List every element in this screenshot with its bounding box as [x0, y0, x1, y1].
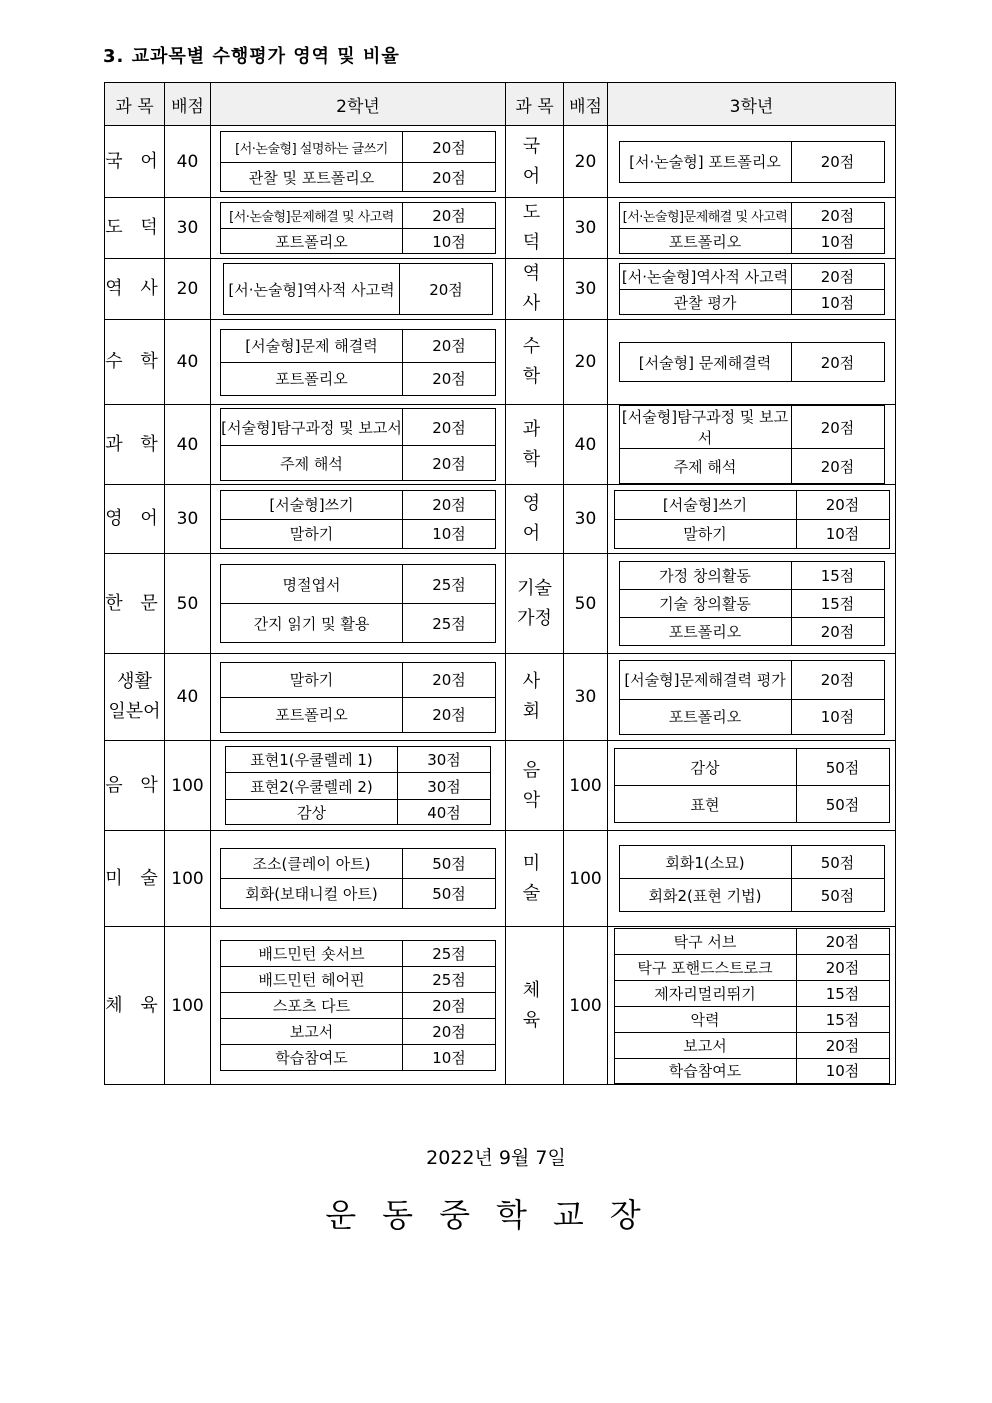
school-principal: 운동중학교장 — [325, 1196, 667, 1234]
item-name: 배드민턴 숏서브 — [221, 941, 403, 967]
item-points: 50점 — [403, 879, 496, 909]
item-points: 20점 — [403, 163, 496, 192]
subject-row — [105, 741, 896, 831]
grade3-items — [608, 126, 896, 198]
item-row — [619, 290, 884, 315]
items-subtable — [619, 141, 885, 183]
item-points: 20점 — [791, 449, 884, 484]
item-row — [614, 786, 889, 823]
item-name: [서·논술형]역사적 사고력 — [619, 264, 791, 290]
items-subtable — [220, 564, 496, 643]
items-subtable — [220, 940, 496, 1071]
subject-points: 100 — [165, 927, 211, 1085]
items-subtable — [220, 131, 496, 192]
item-name: 주제 해석 — [619, 449, 791, 484]
item-points: 10점 — [791, 699, 884, 734]
items-subtable — [619, 405, 885, 484]
subject-row — [105, 405, 896, 485]
item-points: 20점 — [791, 141, 884, 182]
item-name: 주제 해석 — [221, 446, 403, 481]
item-points: 20점 — [791, 264, 884, 290]
items-subtable — [220, 848, 496, 909]
subject-row — [105, 654, 896, 741]
subject-points: 30 — [564, 485, 608, 554]
items-subtable — [614, 490, 890, 549]
subject-row — [105, 320, 896, 405]
item-name: 회화2(표현 기법) — [619, 879, 791, 912]
header-points-2: 배점 — [165, 83, 211, 126]
item-name: 제자리멀리뛰기 — [614, 980, 796, 1006]
subject-name: 도 덕 — [506, 198, 564, 259]
section-heading: 3. 교과목별 수행평가 영역 및 비율 — [103, 46, 400, 67]
items-subtable — [220, 490, 496, 549]
subject-points: 100 — [165, 741, 211, 831]
item-name: [서·논술형]역사적 사고력 — [224, 264, 400, 315]
item-points: 20점 — [403, 1019, 496, 1045]
item-points: 25점 — [403, 565, 496, 604]
subject-row — [105, 554, 896, 654]
grade3-items — [608, 554, 896, 654]
item-points: 30점 — [398, 773, 491, 800]
subject-name: 과 학 — [506, 405, 564, 485]
item-name: 관찰 및 포트폴리오 — [221, 163, 403, 192]
item-row — [619, 343, 884, 382]
item-row — [221, 879, 496, 909]
header-subject-3: 과 목 — [506, 83, 564, 126]
subject-points: 40 — [165, 405, 211, 485]
item-points: 20점 — [791, 406, 884, 449]
subject-points: 30 — [165, 485, 211, 554]
header-subject-2: 과 목 — [105, 83, 165, 126]
item-points: 20점 — [403, 132, 496, 163]
items-subtable — [223, 263, 493, 315]
item-row — [221, 1045, 496, 1071]
grade3-items — [608, 927, 896, 1085]
items-subtable — [220, 662, 496, 733]
item-points: 25점 — [403, 941, 496, 967]
item-points: 20점 — [403, 362, 496, 395]
item-name: 학습참여도 — [614, 1058, 796, 1083]
subject-points: 20 — [564, 320, 608, 405]
subject-points: 100 — [165, 831, 211, 927]
item-name: 포트폴리오 — [619, 699, 791, 734]
item-row — [614, 1006, 889, 1032]
subject-row — [105, 927, 896, 1085]
grade2-items — [211, 405, 506, 485]
subject-name: 영 어 — [105, 485, 165, 554]
item-row — [619, 406, 884, 449]
item-row — [226, 800, 491, 825]
subject-points: 40 — [165, 654, 211, 741]
item-row — [619, 590, 884, 618]
item-name: [서·논술형] 설명하는 글쓰기 — [221, 132, 403, 163]
grade3-items — [608, 320, 896, 405]
item-name: [서술형]문제해결력 평가 — [619, 660, 791, 699]
item-points: 20점 — [791, 203, 884, 229]
grade3-items — [608, 405, 896, 485]
item-points: 10점 — [796, 519, 889, 548]
subject-name: 수 학 — [506, 320, 564, 405]
item-name: 감상 — [226, 800, 398, 825]
item-name: 악력 — [614, 1006, 796, 1032]
item-name: 보고서 — [614, 1032, 796, 1058]
grade3-items — [608, 654, 896, 741]
subject-points: 30 — [165, 198, 211, 259]
subject-points: 40 — [165, 126, 211, 198]
grade3-items — [608, 831, 896, 927]
item-name: 포트폴리오 — [221, 362, 403, 395]
item-points: 50점 — [791, 846, 884, 879]
items-subtable — [619, 660, 885, 735]
item-points: 15점 — [796, 980, 889, 1006]
subject-name: 도 덕 — [105, 198, 165, 259]
item-points: 10점 — [403, 1045, 496, 1071]
subject-row — [105, 198, 896, 259]
item-name: 말하기 — [221, 662, 403, 697]
item-points: 10점 — [403, 229, 496, 254]
subject-name: 생활 일본어 — [105, 654, 165, 741]
item-points: 30점 — [398, 747, 491, 773]
item-points: 10점 — [791, 290, 884, 315]
item-row — [221, 1019, 496, 1045]
item-name: 표현2(우쿨렐레 2) — [226, 773, 398, 800]
item-points: 20점 — [791, 343, 884, 382]
items-subtable — [225, 746, 491, 825]
grade3-items — [608, 259, 896, 320]
item-name: 포트폴리오 — [221, 697, 403, 732]
item-points: 15점 — [791, 590, 884, 618]
subject-name: 미 술 — [105, 831, 165, 927]
subject-name: 국 어 — [105, 126, 165, 198]
item-row — [619, 562, 884, 590]
subject-name: 사 회 — [506, 654, 564, 741]
grade2-items — [211, 654, 506, 741]
item-points: 20점 — [403, 697, 496, 732]
item-points: 20점 — [403, 993, 496, 1019]
item-row — [221, 362, 496, 395]
item-name: 말하기 — [614, 519, 796, 548]
item-name: 간지 읽기 및 활용 — [221, 604, 403, 643]
subject-points: 50 — [564, 554, 608, 654]
item-name: [서술형]문제 해결력 — [221, 329, 403, 362]
subject-name: 체 육 — [105, 927, 165, 1085]
subject-name: 수 학 — [105, 320, 165, 405]
item-name: [서·논술형]문제해결 및 사고력 — [221, 203, 403, 229]
subject-name: 미 술 — [506, 831, 564, 927]
item-row — [614, 954, 889, 980]
item-row — [614, 928, 889, 954]
subject-points: 40 — [564, 405, 608, 485]
item-row — [614, 1058, 889, 1083]
item-name: [서술형]탐구과정 및 보고서 — [221, 409, 403, 446]
item-points: 20점 — [403, 490, 496, 519]
grade2-items — [211, 320, 506, 405]
subject-row — [105, 259, 896, 320]
subject-name: 음 악 — [105, 741, 165, 831]
item-points: 15점 — [791, 562, 884, 590]
item-row — [221, 697, 496, 732]
subject-row — [105, 485, 896, 554]
item-name: [서술형]쓰기 — [221, 490, 403, 519]
items-subtable — [619, 263, 885, 315]
subject-points: 20 — [564, 126, 608, 198]
item-points: 15점 — [796, 1006, 889, 1032]
item-row — [226, 747, 491, 773]
item-name: 가정 창의활동 — [619, 562, 791, 590]
subject-points: 100 — [564, 831, 608, 927]
item-row — [221, 409, 496, 446]
item-points: 10점 — [791, 229, 884, 254]
item-name: 명절엽서 — [221, 565, 403, 604]
item-name: 배드민턴 헤어핀 — [221, 967, 403, 993]
item-row — [221, 941, 496, 967]
item-points: 50점 — [796, 749, 889, 786]
items-subtable — [614, 748, 890, 823]
item-row — [221, 662, 496, 697]
item-row — [619, 660, 884, 699]
grade2-items — [211, 126, 506, 198]
item-row — [226, 773, 491, 800]
grade3-items — [608, 198, 896, 259]
item-row — [619, 449, 884, 484]
item-row — [614, 749, 889, 786]
item-name: 탁구 서브 — [614, 928, 796, 954]
item-name: 관찰 평가 — [619, 290, 791, 315]
grade2-items — [211, 198, 506, 259]
item-points: 10점 — [403, 519, 496, 548]
items-subtable — [619, 202, 885, 254]
item-points: 20점 — [796, 1032, 889, 1058]
item-points: 50점 — [403, 849, 496, 879]
item-name: [서·논술형]문제해결 및 사고력 — [619, 203, 791, 229]
item-row — [221, 967, 496, 993]
item-name: 말하기 — [221, 519, 403, 548]
items-subtable — [614, 928, 890, 1084]
item-name: 표현 — [614, 786, 796, 823]
item-row — [619, 264, 884, 290]
item-row — [221, 203, 496, 229]
item-name: [서술형] 문제해결력 — [619, 343, 791, 382]
subject-points: 40 — [165, 320, 211, 405]
item-points: 20점 — [403, 409, 496, 446]
item-row — [221, 163, 496, 192]
item-row — [221, 993, 496, 1019]
items-subtable — [619, 845, 885, 912]
item-row — [221, 565, 496, 604]
item-name: 포트폴리오 — [221, 229, 403, 254]
item-points: 20점 — [796, 928, 889, 954]
item-points: 20점 — [403, 203, 496, 229]
subject-row — [105, 831, 896, 927]
grade2-items — [211, 485, 506, 554]
grade2-items — [211, 741, 506, 831]
item-name: 탁구 포핸드스트로크 — [614, 954, 796, 980]
item-name: 학습참여도 — [221, 1045, 403, 1071]
item-name: [서술형]쓰기 — [614, 490, 796, 519]
header-points-3: 배점 — [564, 83, 608, 126]
item-row — [221, 132, 496, 163]
grade2-items — [211, 831, 506, 927]
subject-points: 20 — [165, 259, 211, 320]
item-points: 20점 — [400, 264, 493, 315]
item-points: 20점 — [403, 446, 496, 481]
item-row — [619, 618, 884, 646]
item-row — [619, 699, 884, 734]
item-name: 기술 창의활동 — [619, 590, 791, 618]
item-name: 포트폴리오 — [619, 229, 791, 254]
items-subtable — [619, 342, 885, 382]
grade2-items — [211, 259, 506, 320]
items-subtable — [220, 329, 496, 396]
item-row — [221, 849, 496, 879]
item-name: [서술형]탐구과정 및 보고서 — [619, 406, 791, 449]
item-row — [221, 229, 496, 254]
item-name: 포트폴리오 — [619, 618, 791, 646]
subject-row — [105, 126, 896, 198]
item-name: 회화(보태니컬 아트) — [221, 879, 403, 909]
item-row — [619, 141, 884, 182]
subject-name: 영 어 — [506, 485, 564, 554]
item-name: 표현1(우쿨렐레 1) — [226, 747, 398, 773]
document-date: 2022년 9월 7일 — [426, 1147, 566, 1169]
item-name: 스포츠 다트 — [221, 993, 403, 1019]
grade2-items — [211, 554, 506, 654]
item-points: 10점 — [796, 1058, 889, 1083]
subject-name: 음 악 — [506, 741, 564, 831]
subject-points: 50 — [165, 554, 211, 654]
item-name: 감상 — [614, 749, 796, 786]
subject-name: 국 어 — [506, 126, 564, 198]
item-row — [619, 203, 884, 229]
item-points: 50점 — [791, 879, 884, 912]
item-row — [614, 1032, 889, 1058]
item-points: 25점 — [403, 604, 496, 643]
subject-points: 100 — [564, 741, 608, 831]
subject-name: 체 육 — [506, 927, 564, 1085]
assessment-table — [104, 82, 896, 1085]
item-name: 보고서 — [221, 1019, 403, 1045]
items-subtable — [619, 561, 885, 646]
item-points: 20점 — [791, 660, 884, 699]
item-row — [619, 879, 884, 912]
item-points: 20점 — [796, 490, 889, 519]
header-grade3: 3학년 — [608, 83, 896, 126]
item-points: 25점 — [403, 967, 496, 993]
items-subtable — [220, 408, 496, 481]
subject-name: 기술 가정 — [506, 554, 564, 654]
grade3-items — [608, 485, 896, 554]
item-row — [619, 229, 884, 254]
item-points: 50점 — [796, 786, 889, 823]
item-row — [614, 980, 889, 1006]
subject-name: 과 학 — [105, 405, 165, 485]
header-grade2: 2학년 — [211, 83, 506, 126]
item-row — [614, 519, 889, 548]
item-name: 조소(클레이 아트) — [221, 849, 403, 879]
item-row — [221, 519, 496, 548]
subject-points: 30 — [564, 198, 608, 259]
item-row — [221, 329, 496, 362]
table-header-row — [105, 83, 896, 126]
item-row — [619, 846, 884, 879]
subject-name: 역 사 — [105, 259, 165, 320]
item-points: 40점 — [398, 800, 491, 825]
item-points: 20점 — [796, 954, 889, 980]
grade2-items — [211, 927, 506, 1085]
item-row — [221, 604, 496, 643]
item-name: 회화1(소묘) — [619, 846, 791, 879]
subject-name: 한 문 — [105, 554, 165, 654]
subject-points: 100 — [564, 927, 608, 1085]
subject-points: 30 — [564, 654, 608, 741]
item-row — [614, 490, 889, 519]
item-points: 20점 — [403, 329, 496, 362]
item-name: [서·논술형] 포트폴리오 — [619, 141, 791, 182]
grade3-items — [608, 741, 896, 831]
item-points: 20점 — [791, 618, 884, 646]
items-subtable — [220, 202, 496, 254]
item-row — [224, 264, 493, 315]
subject-points: 30 — [564, 259, 608, 320]
item-points: 20점 — [403, 662, 496, 697]
item-row — [221, 490, 496, 519]
subject-name: 역 사 — [506, 259, 564, 320]
item-row — [221, 446, 496, 481]
